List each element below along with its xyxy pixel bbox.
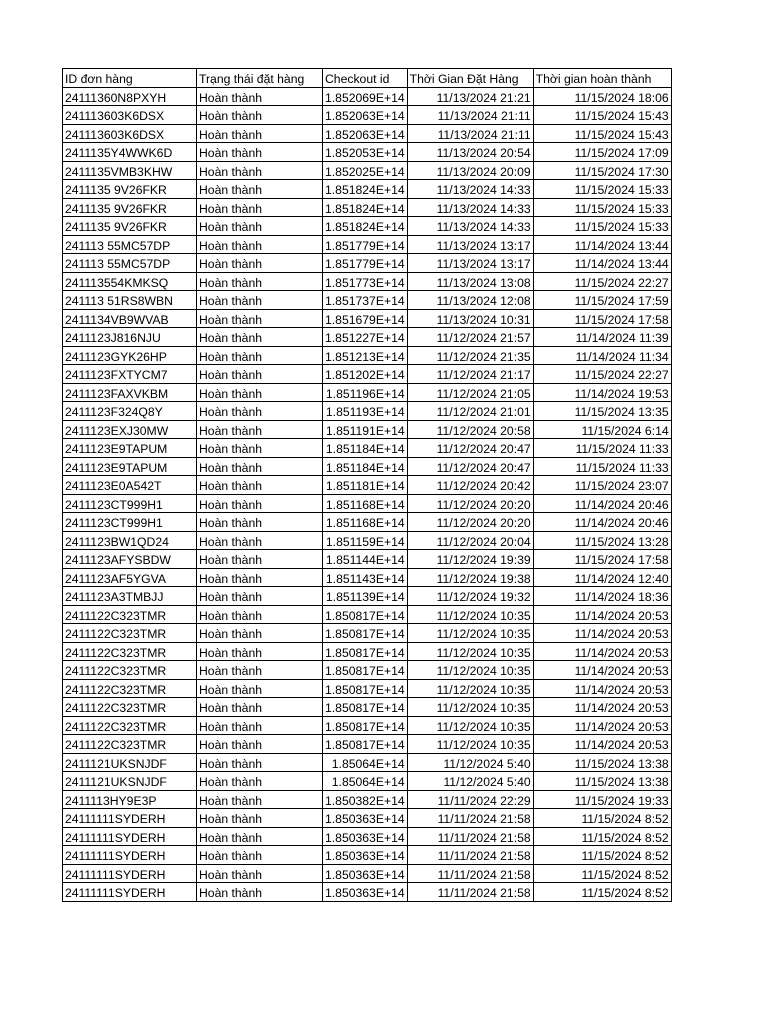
completion-time-cell: 11/15/2024 11:33 xyxy=(533,457,671,476)
order-id-cell: 24111111SYDERH xyxy=(63,846,197,865)
order-time-cell: 11/12/2024 20:47 xyxy=(407,457,533,476)
order-id-cell: 24111111SYDERH xyxy=(63,827,197,846)
checkout-id-cell: 1.85064E+14 xyxy=(323,772,408,791)
checkout-id-cell: 1.850817E+14 xyxy=(323,661,408,680)
order-status-cell: Hoàn thành xyxy=(197,772,323,791)
completion-time-cell: 11/15/2024 13:35 xyxy=(533,402,671,421)
order-status-cell: Hoàn thành xyxy=(197,587,323,606)
table-row xyxy=(63,809,672,828)
table-row xyxy=(63,587,672,606)
order-id-cell: 2411123E9TAPUM xyxy=(63,439,197,458)
checkout-id-cell: 1.851191E+14 xyxy=(323,420,408,439)
order-status-cell: Hoàn thành xyxy=(197,402,323,421)
order-time-cell: 11/12/2024 20:42 xyxy=(407,476,533,495)
table-row xyxy=(63,661,672,680)
order-id-cell: 2411135 9V26FKR xyxy=(63,217,197,236)
checkout-id-cell: 1.851779E+14 xyxy=(323,235,408,254)
order-id-cell: 2411121UKSNJDF xyxy=(63,772,197,791)
header-completion-time: Thời gian hoàn thành xyxy=(533,69,671,88)
checkout-id-cell: 1.850382E+14 xyxy=(323,790,408,809)
order-time-cell: 11/11/2024 21:58 xyxy=(407,846,533,865)
completion-time-cell: 11/15/2024 18:06 xyxy=(533,87,671,106)
completion-time-cell: 11/14/2024 20:53 xyxy=(533,735,671,754)
order-status-cell: Hoàn thành xyxy=(197,457,323,476)
order-status-cell: Hoàn thành xyxy=(197,642,323,661)
table-row xyxy=(63,420,672,439)
order-id-cell: 241113 55MC57DP xyxy=(63,235,197,254)
table-row xyxy=(63,605,672,624)
order-time-cell: 11/11/2024 22:29 xyxy=(407,790,533,809)
checkout-id-cell: 1.851184E+14 xyxy=(323,457,408,476)
order-status-cell: Hoàn thành xyxy=(197,568,323,587)
checkout-id-cell: 1.850817E+14 xyxy=(323,624,408,643)
order-time-cell: 11/12/2024 10:35 xyxy=(407,716,533,735)
order-id-cell: 2411123FXTYCM7 xyxy=(63,365,197,384)
order-id-cell: 2411123AFYSBDW xyxy=(63,550,197,569)
order-id-cell: 2411122C323TMR xyxy=(63,624,197,643)
order-time-cell: 11/13/2024 10:31 xyxy=(407,309,533,328)
table-row xyxy=(63,402,672,421)
order-status-cell: Hoàn thành xyxy=(197,864,323,883)
order-id-cell: 2411122C323TMR xyxy=(63,735,197,754)
order-id-cell: 2411135Y4WWK6D xyxy=(63,143,197,162)
order-time-cell: 11/12/2024 10:35 xyxy=(407,661,533,680)
order-status-cell: Hoàn thành xyxy=(197,698,323,717)
table-row xyxy=(63,716,672,735)
completion-time-cell: 11/15/2024 15:33 xyxy=(533,217,671,236)
order-id-cell: 2411123J816NJU xyxy=(63,328,197,347)
table-row xyxy=(63,624,672,643)
order-status-cell: Hoàn thành xyxy=(197,291,323,310)
table-row xyxy=(63,846,672,865)
order-id-cell: 2411113HY9E3P xyxy=(63,790,197,809)
order-id-cell: 24111360N8PXYH xyxy=(63,87,197,106)
table-row xyxy=(63,642,672,661)
order-time-cell: 11/13/2024 21:11 xyxy=(407,124,533,143)
order-time-cell: 11/12/2024 5:40 xyxy=(407,772,533,791)
order-time-cell: 11/12/2024 10:35 xyxy=(407,735,533,754)
table-row xyxy=(63,753,672,772)
table-row xyxy=(63,87,672,106)
order-id-cell: 24111111SYDERH xyxy=(63,883,197,902)
checkout-id-cell: 1.852053E+14 xyxy=(323,143,408,162)
checkout-id-cell: 1.850363E+14 xyxy=(323,864,408,883)
order-status-cell: Hoàn thành xyxy=(197,827,323,846)
table-row xyxy=(63,735,672,754)
order-time-cell: 11/11/2024 21:58 xyxy=(407,809,533,828)
completion-time-cell: 11/14/2024 20:46 xyxy=(533,513,671,532)
order-status-cell: Hoàn thành xyxy=(197,180,323,199)
table-row xyxy=(63,698,672,717)
checkout-id-cell: 1.851144E+14 xyxy=(323,550,408,569)
completion-time-cell: 11/15/2024 22:27 xyxy=(533,365,671,384)
checkout-id-cell: 1.851168E+14 xyxy=(323,494,408,513)
table-row xyxy=(63,476,672,495)
order-id-cell: 241113603K6DSX xyxy=(63,106,197,125)
checkout-id-cell: 1.851143E+14 xyxy=(323,568,408,587)
checkout-id-cell: 1.851193E+14 xyxy=(323,402,408,421)
order-status-cell: Hoàn thành xyxy=(197,661,323,680)
table-row xyxy=(63,254,672,273)
checkout-id-cell: 1.850363E+14 xyxy=(323,827,408,846)
completion-time-cell: 11/15/2024 8:52 xyxy=(533,827,671,846)
order-id-cell: 2411135 9V26FKR xyxy=(63,180,197,199)
completion-time-cell: 11/15/2024 17:58 xyxy=(533,550,671,569)
order-time-cell: 11/12/2024 21:05 xyxy=(407,383,533,402)
completion-time-cell: 11/15/2024 15:33 xyxy=(533,180,671,199)
completion-time-cell: 11/15/2024 15:43 xyxy=(533,124,671,143)
order-time-cell: 11/13/2024 13:17 xyxy=(407,235,533,254)
checkout-id-cell: 1.850817E+14 xyxy=(323,679,408,698)
order-id-cell: 2411123A3TMBJJ xyxy=(63,587,197,606)
order-time-cell: 11/12/2024 20:04 xyxy=(407,531,533,550)
table-row xyxy=(63,457,672,476)
table-row xyxy=(63,864,672,883)
order-status-cell: Hoàn thành xyxy=(197,106,323,125)
table-row xyxy=(63,291,672,310)
order-time-cell: 11/13/2024 20:54 xyxy=(407,143,533,162)
table-row xyxy=(63,383,672,402)
order-status-cell: Hoàn thành xyxy=(197,161,323,180)
checkout-id-cell: 1.850817E+14 xyxy=(323,735,408,754)
table-row xyxy=(63,198,672,217)
table-row xyxy=(63,217,672,236)
table-row xyxy=(63,772,672,791)
order-id-cell: 2411122C323TMR xyxy=(63,642,197,661)
order-id-cell: 241113 51RS8WBN xyxy=(63,291,197,310)
order-time-cell: 11/12/2024 10:35 xyxy=(407,679,533,698)
completion-time-cell: 11/15/2024 13:38 xyxy=(533,772,671,791)
table-row xyxy=(63,883,672,902)
completion-time-cell: 11/15/2024 17:58 xyxy=(533,309,671,328)
table-row xyxy=(63,531,672,550)
completion-time-cell: 11/15/2024 15:43 xyxy=(533,106,671,125)
checkout-id-cell: 1.850817E+14 xyxy=(323,698,408,717)
order-time-cell: 11/11/2024 21:58 xyxy=(407,864,533,883)
order-status-cell: Hoàn thành xyxy=(197,883,323,902)
completion-time-cell: 11/14/2024 13:44 xyxy=(533,235,671,254)
order-status-cell: Hoàn thành xyxy=(197,328,323,347)
table-row xyxy=(63,439,672,458)
table-row xyxy=(63,568,672,587)
header-order-time: Thời Gian Đặt Hàng xyxy=(407,69,533,88)
order-id-cell: 2411122C323TMR xyxy=(63,679,197,698)
checkout-id-cell: 1.850363E+14 xyxy=(323,809,408,828)
order-time-cell: 11/13/2024 13:17 xyxy=(407,254,533,273)
order-time-cell: 11/13/2024 14:33 xyxy=(407,198,533,217)
header-checkout-id: Checkout id xyxy=(323,69,408,88)
order-status-cell: Hoàn thành xyxy=(197,846,323,865)
order-time-cell: 11/12/2024 10:35 xyxy=(407,698,533,717)
order-id-cell: 2411123AF5YGVA xyxy=(63,568,197,587)
completion-time-cell: 11/14/2024 11:39 xyxy=(533,328,671,347)
order-status-cell: Hoàn thành xyxy=(197,531,323,550)
completion-time-cell: 11/15/2024 19:33 xyxy=(533,790,671,809)
completion-time-cell: 11/15/2024 13:28 xyxy=(533,531,671,550)
order-status-cell: Hoàn thành xyxy=(197,790,323,809)
order-id-cell: 2411123CT999H1 xyxy=(63,494,197,513)
order-time-cell: 11/12/2024 5:40 xyxy=(407,753,533,772)
completion-time-cell: 11/14/2024 20:53 xyxy=(533,716,671,735)
completion-time-cell: 11/15/2024 8:52 xyxy=(533,883,671,902)
completion-time-cell: 11/14/2024 13:44 xyxy=(533,254,671,273)
order-id-cell: 2411122C323TMR xyxy=(63,605,197,624)
order-time-cell: 11/13/2024 21:11 xyxy=(407,106,533,125)
order-status-cell: Hoàn thành xyxy=(197,439,323,458)
order-status-cell: Hoàn thành xyxy=(197,87,323,106)
table-row xyxy=(63,827,672,846)
order-id-cell: 2411134VB9WVAB xyxy=(63,309,197,328)
table-row xyxy=(63,365,672,384)
order-id-cell: 241113554KMKSQ xyxy=(63,272,197,291)
checkout-id-cell: 1.851202E+14 xyxy=(323,365,408,384)
order-time-cell: 11/12/2024 19:39 xyxy=(407,550,533,569)
completion-time-cell: 11/15/2024 8:52 xyxy=(533,809,671,828)
checkout-id-cell: 1.851824E+14 xyxy=(323,217,408,236)
checkout-id-cell: 1.851679E+14 xyxy=(323,309,408,328)
order-time-cell: 11/12/2024 19:38 xyxy=(407,568,533,587)
order-id-cell: 24111111SYDERH xyxy=(63,809,197,828)
checkout-id-cell: 1.851196E+14 xyxy=(323,383,408,402)
completion-time-cell: 11/14/2024 20:46 xyxy=(533,494,671,513)
table-row xyxy=(63,272,672,291)
completion-time-cell: 11/14/2024 20:53 xyxy=(533,605,671,624)
order-time-cell: 11/13/2024 14:33 xyxy=(407,217,533,236)
order-time-cell: 11/12/2024 20:47 xyxy=(407,439,533,458)
checkout-id-cell: 1.851213E+14 xyxy=(323,346,408,365)
order-time-cell: 11/11/2024 21:58 xyxy=(407,827,533,846)
order-time-cell: 11/13/2024 21:21 xyxy=(407,87,533,106)
order-status-cell: Hoàn thành xyxy=(197,809,323,828)
order-time-cell: 11/12/2024 10:35 xyxy=(407,605,533,624)
checkout-id-cell: 1.850817E+14 xyxy=(323,605,408,624)
checkout-id-cell: 1.851139E+14 xyxy=(323,587,408,606)
order-time-cell: 11/12/2024 21:01 xyxy=(407,402,533,421)
order-time-cell: 11/13/2024 12:08 xyxy=(407,291,533,310)
completion-time-cell: 11/15/2024 8:52 xyxy=(533,864,671,883)
checkout-id-cell: 1.850363E+14 xyxy=(323,883,408,902)
checkout-id-cell: 1.852063E+14 xyxy=(323,106,408,125)
order-id-cell: 2411123FAXVKBM xyxy=(63,383,197,402)
completion-time-cell: 11/15/2024 15:33 xyxy=(533,198,671,217)
order-status-cell: Hoàn thành xyxy=(197,143,323,162)
completion-time-cell: 11/14/2024 19:53 xyxy=(533,383,671,402)
table-row xyxy=(63,679,672,698)
order-status-cell: Hoàn thành xyxy=(197,753,323,772)
order-status-cell: Hoàn thành xyxy=(197,735,323,754)
order-status-cell: Hoàn thành xyxy=(197,494,323,513)
table-row xyxy=(63,180,672,199)
order-status-cell: Hoàn thành xyxy=(197,217,323,236)
order-time-cell: 11/12/2024 21:35 xyxy=(407,346,533,365)
order-id-cell: 2411123CT999H1 xyxy=(63,513,197,532)
order-time-cell: 11/13/2024 14:33 xyxy=(407,180,533,199)
order-status-cell: Hoàn thành xyxy=(197,605,323,624)
checkout-id-cell: 1.852069E+14 xyxy=(323,87,408,106)
order-time-cell: 11/12/2024 21:57 xyxy=(407,328,533,347)
table-row xyxy=(63,550,672,569)
order-id-cell: 2411123GYK26HP xyxy=(63,346,197,365)
checkout-id-cell: 1.85064E+14 xyxy=(323,753,408,772)
completion-time-cell: 11/15/2024 13:38 xyxy=(533,753,671,772)
order-status-cell: Hoàn thành xyxy=(197,420,323,439)
completion-time-cell: 11/14/2024 20:53 xyxy=(533,624,671,643)
order-status-cell: Hoàn thành xyxy=(197,624,323,643)
checkout-id-cell: 1.850817E+14 xyxy=(323,716,408,735)
checkout-id-cell: 1.851779E+14 xyxy=(323,254,408,273)
order-id-cell: 2411122C323TMR xyxy=(63,661,197,680)
order-status-cell: Hoàn thành xyxy=(197,476,323,495)
header-order-status: Trạng thái đặt hàng xyxy=(197,69,323,88)
order-status-cell: Hoàn thành xyxy=(197,679,323,698)
completion-time-cell: 11/14/2024 20:53 xyxy=(533,661,671,680)
order-id-cell: 2411135VMB3KHW xyxy=(63,161,197,180)
completion-time-cell: 11/15/2024 17:30 xyxy=(533,161,671,180)
checkout-id-cell: 1.852025E+14 xyxy=(323,161,408,180)
order-time-cell: 11/11/2024 21:58 xyxy=(407,883,533,902)
completion-time-cell: 11/14/2024 20:53 xyxy=(533,642,671,661)
table-row xyxy=(63,328,672,347)
checkout-id-cell: 1.851227E+14 xyxy=(323,328,408,347)
order-status-cell: Hoàn thành xyxy=(197,254,323,273)
checkout-id-cell: 1.851824E+14 xyxy=(323,180,408,199)
table-row xyxy=(63,309,672,328)
order-id-cell: 2411123BW1QD24 xyxy=(63,531,197,550)
table-row xyxy=(63,346,672,365)
checkout-id-cell: 1.851737E+14 xyxy=(323,291,408,310)
checkout-id-cell: 1.851824E+14 xyxy=(323,198,408,217)
completion-time-cell: 11/15/2024 22:27 xyxy=(533,272,671,291)
orders-table xyxy=(62,68,672,902)
completion-time-cell: 11/14/2024 18:36 xyxy=(533,587,671,606)
table-row xyxy=(63,235,672,254)
order-status-cell: Hoàn thành xyxy=(197,346,323,365)
order-status-cell: Hoàn thành xyxy=(197,550,323,569)
order-time-cell: 11/12/2024 10:35 xyxy=(407,624,533,643)
table-row xyxy=(63,513,672,532)
order-time-cell: 11/12/2024 20:20 xyxy=(407,513,533,532)
checkout-id-cell: 1.851168E+14 xyxy=(323,513,408,532)
order-id-cell: 2411123E9TAPUM xyxy=(63,457,197,476)
order-status-cell: Hoàn thành xyxy=(197,309,323,328)
order-id-cell: 2411123EXJ30MW xyxy=(63,420,197,439)
order-status-cell: Hoàn thành xyxy=(197,383,323,402)
checkout-id-cell: 1.851159E+14 xyxy=(323,531,408,550)
table-row xyxy=(63,790,672,809)
header-order-id: ID đơn hàng xyxy=(63,69,197,88)
completion-time-cell: 11/15/2024 17:09 xyxy=(533,143,671,162)
checkout-id-cell: 1.851773E+14 xyxy=(323,272,408,291)
order-status-cell: Hoàn thành xyxy=(197,716,323,735)
order-id-cell: 241113 55MC57DP xyxy=(63,254,197,273)
order-status-cell: Hoàn thành xyxy=(197,198,323,217)
table-row xyxy=(63,124,672,143)
checkout-id-cell: 1.851181E+14 xyxy=(323,476,408,495)
table-header xyxy=(63,69,672,88)
checkout-id-cell: 1.850817E+14 xyxy=(323,642,408,661)
completion-time-cell: 11/15/2024 11:33 xyxy=(533,439,671,458)
order-id-cell: 2411123E0A542T xyxy=(63,476,197,495)
order-status-cell: Hoàn thành xyxy=(197,124,323,143)
completion-time-cell: 11/15/2024 8:52 xyxy=(533,846,671,865)
order-time-cell: 11/13/2024 13:08 xyxy=(407,272,533,291)
completion-time-cell: 11/14/2024 11:34 xyxy=(533,346,671,365)
completion-time-cell: 11/14/2024 12:40 xyxy=(533,568,671,587)
order-status-cell: Hoàn thành xyxy=(197,365,323,384)
order-id-cell: 2411135 9V26FKR xyxy=(63,198,197,217)
table-row xyxy=(63,161,672,180)
order-id-cell: 2411123F324Q8Y xyxy=(63,402,197,421)
header-row xyxy=(63,69,672,88)
order-time-cell: 11/13/2024 20:09 xyxy=(407,161,533,180)
order-id-cell: 24111111SYDERH xyxy=(63,864,197,883)
order-id-cell: 2411122C323TMR xyxy=(63,698,197,717)
table-body xyxy=(63,87,672,901)
order-time-cell: 11/12/2024 10:35 xyxy=(407,642,533,661)
order-status-cell: Hoàn thành xyxy=(197,235,323,254)
table-row xyxy=(63,106,672,125)
order-id-cell: 241113603K6DSX xyxy=(63,124,197,143)
order-status-cell: Hoàn thành xyxy=(197,272,323,291)
checkout-id-cell: 1.851184E+14 xyxy=(323,439,408,458)
table-row xyxy=(63,494,672,513)
completion-time-cell: 11/15/2024 6:14 xyxy=(533,420,671,439)
completion-time-cell: 11/14/2024 20:53 xyxy=(533,698,671,717)
checkout-id-cell: 1.850363E+14 xyxy=(323,846,408,865)
order-time-cell: 11/12/2024 20:58 xyxy=(407,420,533,439)
order-status-cell: Hoàn thành xyxy=(197,513,323,532)
completion-time-cell: 11/14/2024 20:53 xyxy=(533,679,671,698)
order-id-cell: 2411121UKSNJDF xyxy=(63,753,197,772)
completion-time-cell: 11/15/2024 17:59 xyxy=(533,291,671,310)
completion-time-cell: 11/15/2024 23:07 xyxy=(533,476,671,495)
table-row xyxy=(63,143,672,162)
order-time-cell: 11/12/2024 21:17 xyxy=(407,365,533,384)
checkout-id-cell: 1.852063E+14 xyxy=(323,124,408,143)
order-time-cell: 11/12/2024 20:20 xyxy=(407,494,533,513)
order-time-cell: 11/12/2024 19:32 xyxy=(407,587,533,606)
order-id-cell: 2411122C323TMR xyxy=(63,716,197,735)
